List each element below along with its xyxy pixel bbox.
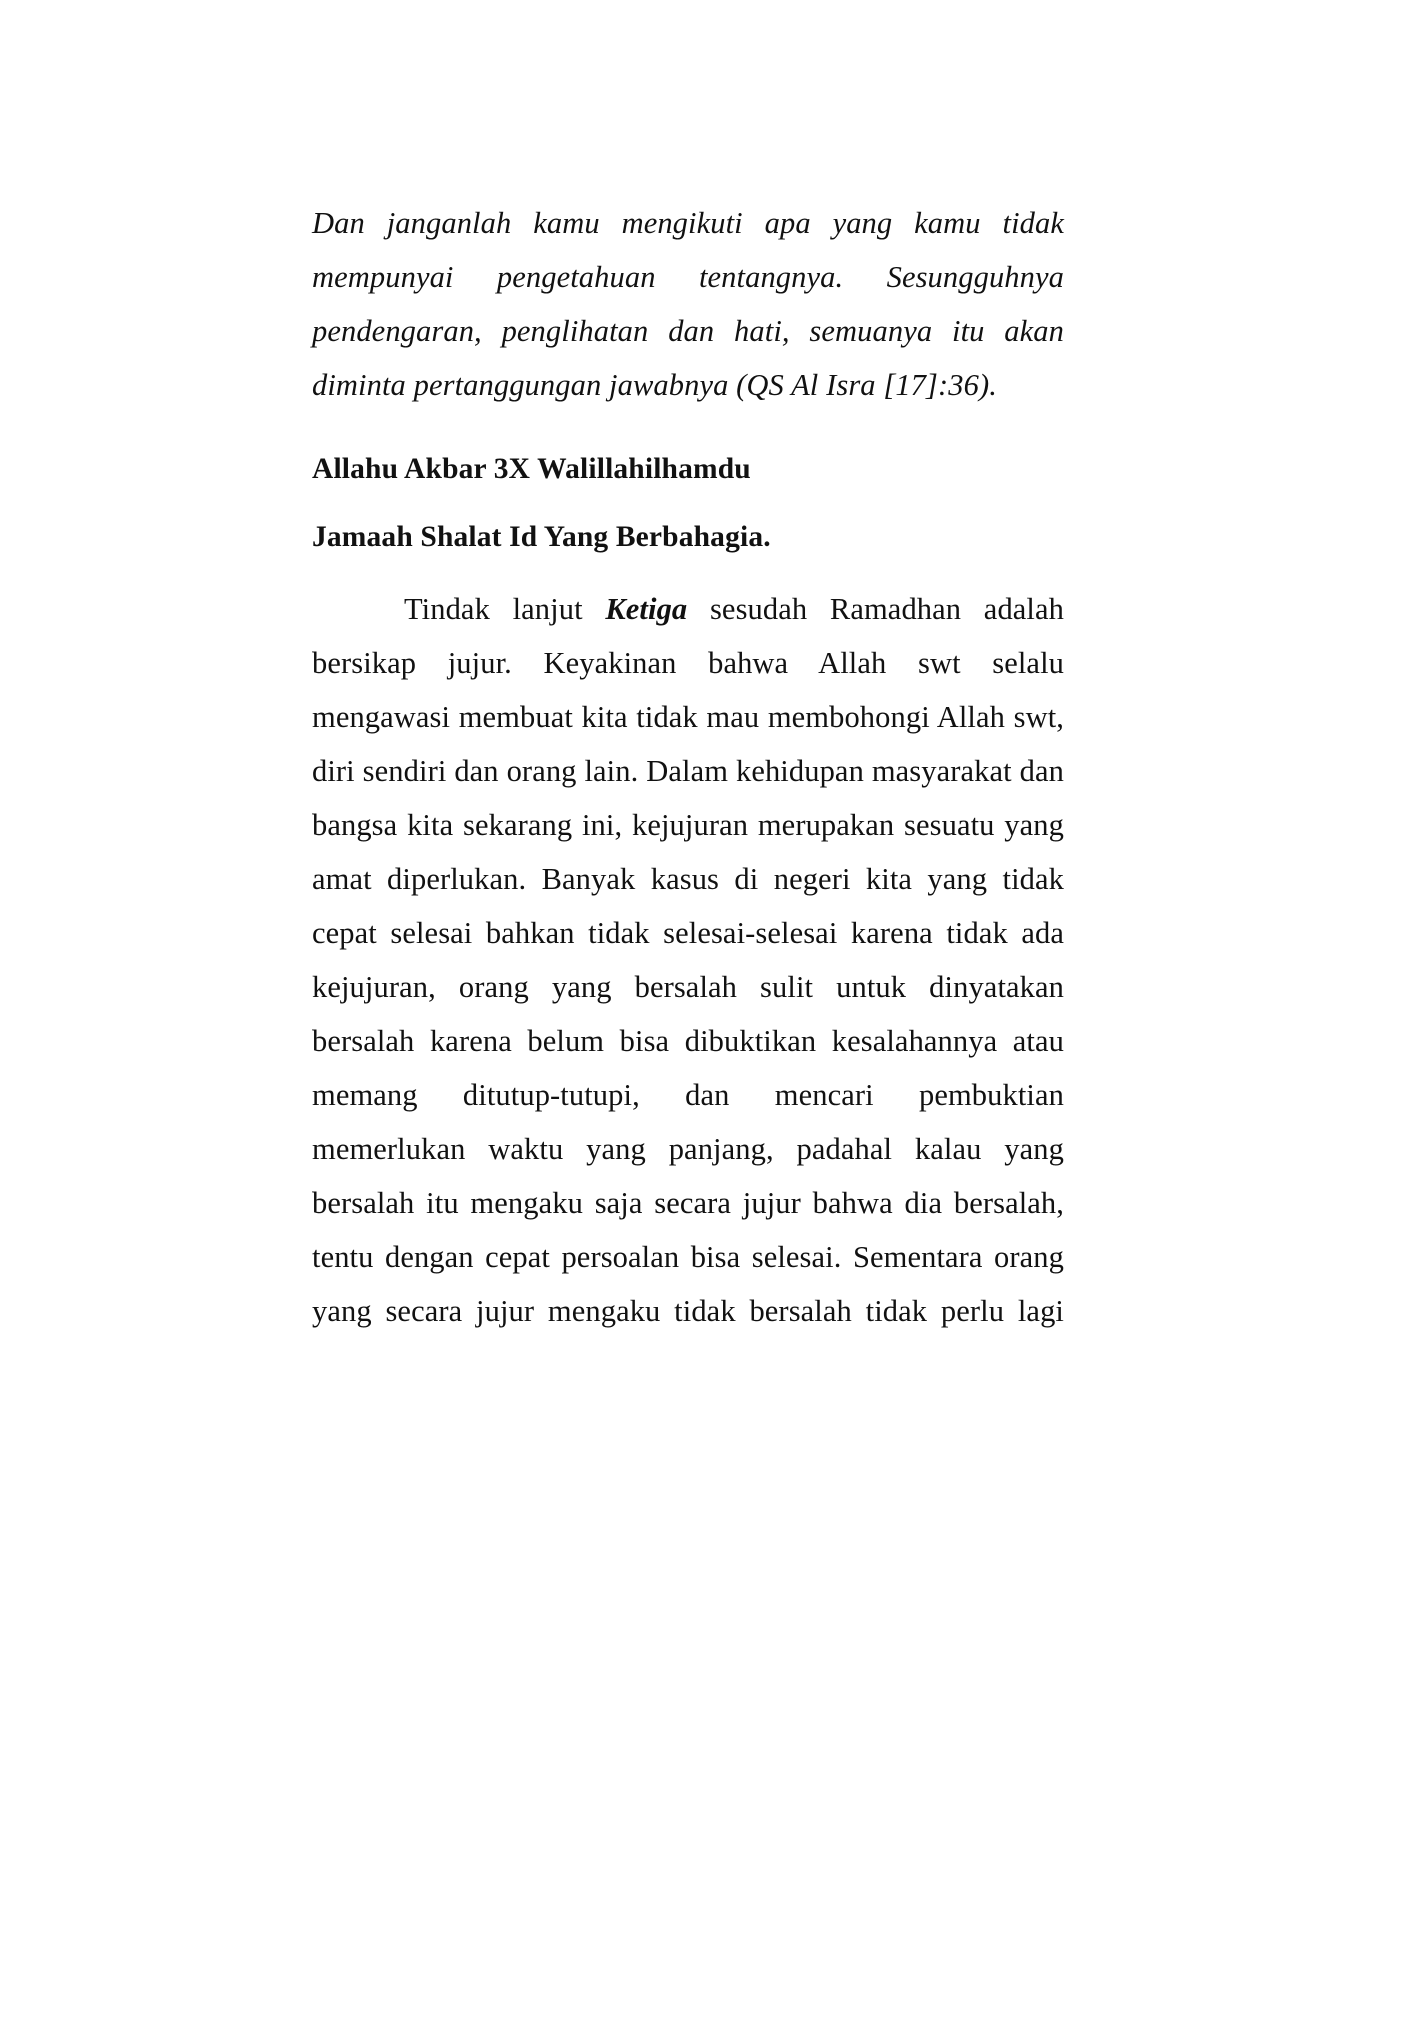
body-line-last: yang secara jujur mengaku tidak bersalah tidak perlu lagi: [312, 1294, 1064, 1328]
body-line: amat diperlukan. Banyak kasus di negeri kita yang tidak: [312, 862, 1064, 896]
body-line: memang ditutup-tutupi, dan mencari pembuktian: [312, 1078, 1064, 1112]
body-line: diri sendiri dan orang lain. Dalam kehidupan masyarakat dan: [312, 754, 1064, 788]
body-line: tentu dengan cepat persoalan bisa selesai. Sementara orang: [312, 1240, 1064, 1274]
body-line: mengawasi membuat kita tidak mau membohongi Allah swt,: [312, 700, 1064, 734]
body-line: bersalah itu mengaku saja secara jujur bahwa dia bersalah,: [312, 1186, 1064, 1220]
body-line: bersalah karena belum bisa dibuktikan kesalahannya atau: [312, 1024, 1064, 1058]
emphasis-ketiga: Ketiga: [605, 592, 688, 626]
quote-line: pendengaran, penglihatan dan hati, semuanya itu akan: [312, 314, 1064, 348]
body-first-line: [312, 582, 1064, 636]
body-text-after-emphasis: sesudah Ramadhan adalah: [687, 592, 1064, 626]
body-line: bersikap jujur. Keyakinan bahwa Allah swt selalu: [312, 646, 1064, 680]
heading-salutation: Jamaah Shalat Id Yang Berbahagia.: [312, 521, 771, 553]
page-content: [312, 196, 1064, 1338]
heading-takbir: Allahu Akbar 3X Walillahilhamdu: [312, 453, 751, 485]
body-line: bangsa kita sekarang ini, kejujuran merupakan sesuatu yang: [312, 808, 1064, 842]
body-text-before-emphasis: Tindak lanjut: [404, 592, 606, 626]
quote-line: Dan janganlah kamu mengikuti apa yang kamu tidak: [312, 206, 1064, 240]
quote-line-citation: diminta pertanggungan jawabnya (QS Al Isra [17]:36).: [312, 368, 997, 402]
body-line: kejujuran, orang yang bersalah sulit untuk dinyatakan: [312, 970, 1064, 1004]
quran-quote-block: [312, 196, 1064, 412]
body-paragraph: [312, 582, 1064, 1338]
body-line: memerlukan waktu yang panjang, padahal kalau yang: [312, 1132, 1064, 1166]
quote-line: mempunyai pengetahuan tentangnya. Sesungguhnya: [312, 260, 1064, 294]
body-line: cepat selesai bahkan tidak selesai-selesai karena tidak ada: [312, 916, 1064, 950]
